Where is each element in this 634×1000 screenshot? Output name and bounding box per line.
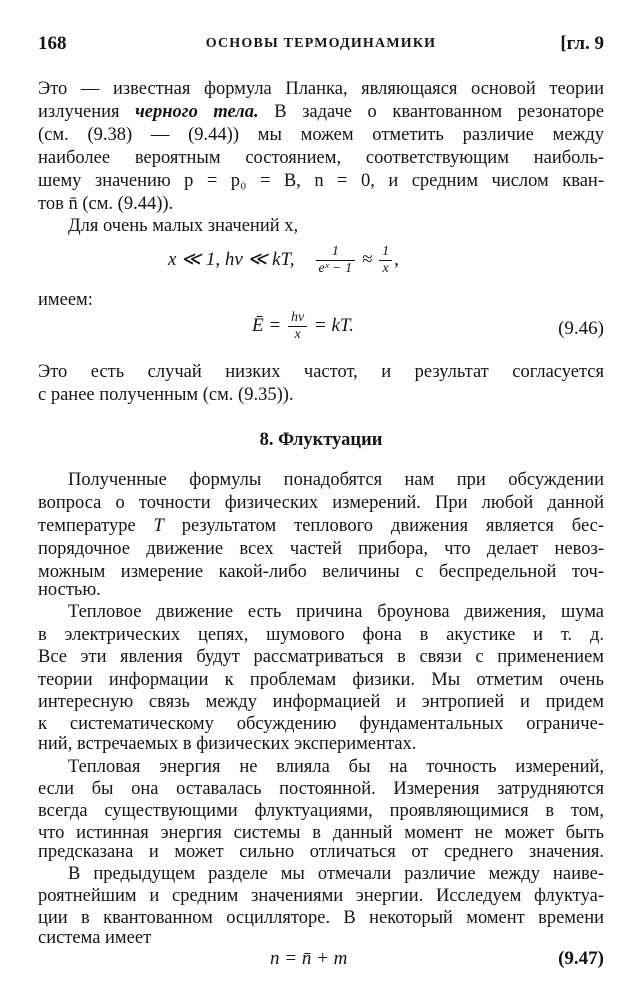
text-line: Тепловая энергия не влияла бы на точность измерений, <box>68 757 604 777</box>
formula-9-46: Ē = $\frac{h\nu}{x}$ = kT. <box>252 310 354 342</box>
text-line: ностью. <box>38 580 101 600</box>
fraction: $\frac{1}{x}$ <box>379 244 392 277</box>
text-line: если бы она оставалась постоянной. Измерения затрудняются <box>38 779 604 799</box>
text-line: вопроса о точности физических измерений. При любой данной <box>38 493 604 513</box>
text-line: с ранее полученным (см. (9.35)). <box>38 385 294 405</box>
text-line: можным измерение какой-либо величины с беспредельной точ- <box>38 562 604 582</box>
text-line: Тепловое движение есть причина броунова движения, шума <box>68 602 604 622</box>
text-line: порядочное движение всех частей прибора, что делает невоз- <box>38 539 604 559</box>
text-line: Все эти явления будут рассматриваться в связи с применением <box>38 647 604 667</box>
text-line: (см. (9.38) — (9.44)) мы можем отметить различие между <box>38 125 604 145</box>
text-line: Это — известная формула Планка, являющаяся основой теории <box>38 79 604 99</box>
text-line: излучения черного тела. В задаче о квантованном резонаторе <box>38 102 604 122</box>
text-line: теории информации к проблемам физики. Мы отметим очень <box>38 670 604 690</box>
text-line: ции в квантованном осцилляторе. В некоторый момент времени <box>38 908 604 928</box>
formula-9-47: n = n̄ + m <box>270 948 348 969</box>
page-number: 168 <box>38 33 67 54</box>
text-line: Это есть случай низких частот, и результат согласуется <box>38 362 604 382</box>
equation-number: (9.47) <box>558 948 604 969</box>
text-line: интересную связь между информацией и энтропией и придем <box>38 692 604 712</box>
formula-small-x-conditions: x ≪ 1, hν ≪ kT, $\frac{1}{\text{eˣ − 1}}$ ≈ $\frac{1}{x}$ , <box>168 244 399 276</box>
text-line: наиболее вероятным состоянием, соответствующим наиболь- <box>38 148 604 168</box>
text-line: ний, встречаемых в физических экспериментах. <box>38 734 417 754</box>
text-line: роятнейшим и средним значениями энергии. Исследуем флуктуа- <box>38 886 604 906</box>
page-header <box>38 33 604 59</box>
running-title: ОСНОВЫ ТЕРМОДИНАМИКИ <box>205 36 437 51</box>
emphasis-black-body: черного тела. <box>135 102 259 122</box>
fraction: $\frac{1}{\text{eˣ − 1}}$ <box>316 244 356 277</box>
text-line: В предыдущем разделе мы отмечали различие между наиве- <box>68 864 604 884</box>
text-line: система имеет <box>38 928 152 948</box>
text-line: к систематическому обсуждению фундаментальных ограниче- <box>38 714 604 734</box>
text-line: что истинная энергия системы в данный момент не может быть <box>38 823 604 843</box>
section-heading: 8. Флуктуации <box>259 430 383 450</box>
chapter-reference: [гл. 9 <box>560 33 604 54</box>
text-line: Полученные формулы понадобятся нам при обсуждении <box>68 470 604 490</box>
text-line: всегда существующими флуктуациями, проявляющимися в том, <box>38 801 604 821</box>
text-line: в электрических цепях, шумового фона в акустике и т. д. <box>38 625 604 645</box>
text-line: тов n̄ (см. (9.44)). <box>38 194 174 214</box>
text-line: шему значению p = p₀ = B, n = 0, и средним числом кван- <box>38 171 604 191</box>
text-line: Для очень малых значений x, <box>68 216 299 236</box>
fraction: $\frac{h\nu}{x}$ <box>288 310 307 343</box>
text-line: имеем: <box>38 290 93 310</box>
text-line: предсказана и может сильно отличаться от среднего значения. <box>38 842 604 862</box>
equation-number: (9.46) <box>558 318 604 339</box>
text-line: температуре T результатом теплового движения является бес- <box>38 516 604 536</box>
